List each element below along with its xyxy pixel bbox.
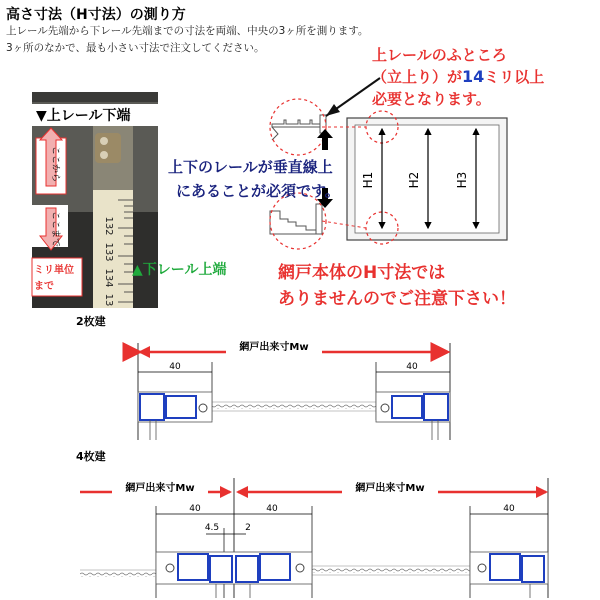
to-here-label: ここまで [50,211,60,248]
instruction-line-1: 上レール先端から下レール先端までの寸法を両端、中央の3ヶ所を測ります。 [6,25,369,37]
h3-label: H3 [455,171,469,189]
tape-number: 133 [103,242,114,262]
gap-b: 2 [245,523,251,533]
two-panel-title: 2枚建 [76,315,106,328]
top-rail-label: ▼上レール下端 [36,108,131,124]
vertical-note-line-1: 上下のレールが垂直線上 [168,158,333,176]
four-panel-title: 4枚建 [76,450,106,463]
bottom-rail-label: ▲下レール上端 [132,262,227,278]
up-arrow-icon [317,129,333,150]
gap-a: 4.5 [204,523,220,533]
four-panel-drawing [80,478,548,598]
clearance-note-line-3: 必要となります。 [372,90,491,108]
tape-number: 134 [103,268,114,288]
offset-right: 40 [406,362,418,372]
tape-number: 132 [103,216,114,236]
mw-label: 網戸出来寸Mw [239,342,309,353]
two-panel-drawing [138,340,450,440]
offset-left: 40 [169,362,181,372]
offset-a: 40 [189,504,201,514]
unit-note-line-1: ミリ単位 [34,265,74,276]
clearance-note-line-2: （立上り）が14ミリ以上 [372,67,545,86]
warning-line-1: 網戸本体のH寸法では [278,263,446,283]
h2-label: H2 [407,171,421,189]
vertical-note-line-2: にあることが必須です。 [176,182,340,200]
from-here-label: ここから [50,146,60,183]
h1-label: H1 [361,171,375,189]
tape-number: 13 [103,293,114,307]
unit-note-line-2: まで [34,281,54,292]
mw-label-left: 網戸出来寸Mw [125,483,195,494]
offset-b: 40 [266,504,278,514]
offset-c: 40 [503,504,515,514]
mw-label-right: 網戸出来寸Mw [355,483,425,494]
warning-line-2: ありませんのでご注意下さい！ [278,289,516,309]
instruction-line-2: 3ヶ所のなかで、最も小さい寸法で注文してください。 [6,42,265,54]
clearance-note-line-1: 上レールのふところ [372,46,507,64]
page-title: 高さ寸法（H寸法）の測り方 [6,7,186,23]
